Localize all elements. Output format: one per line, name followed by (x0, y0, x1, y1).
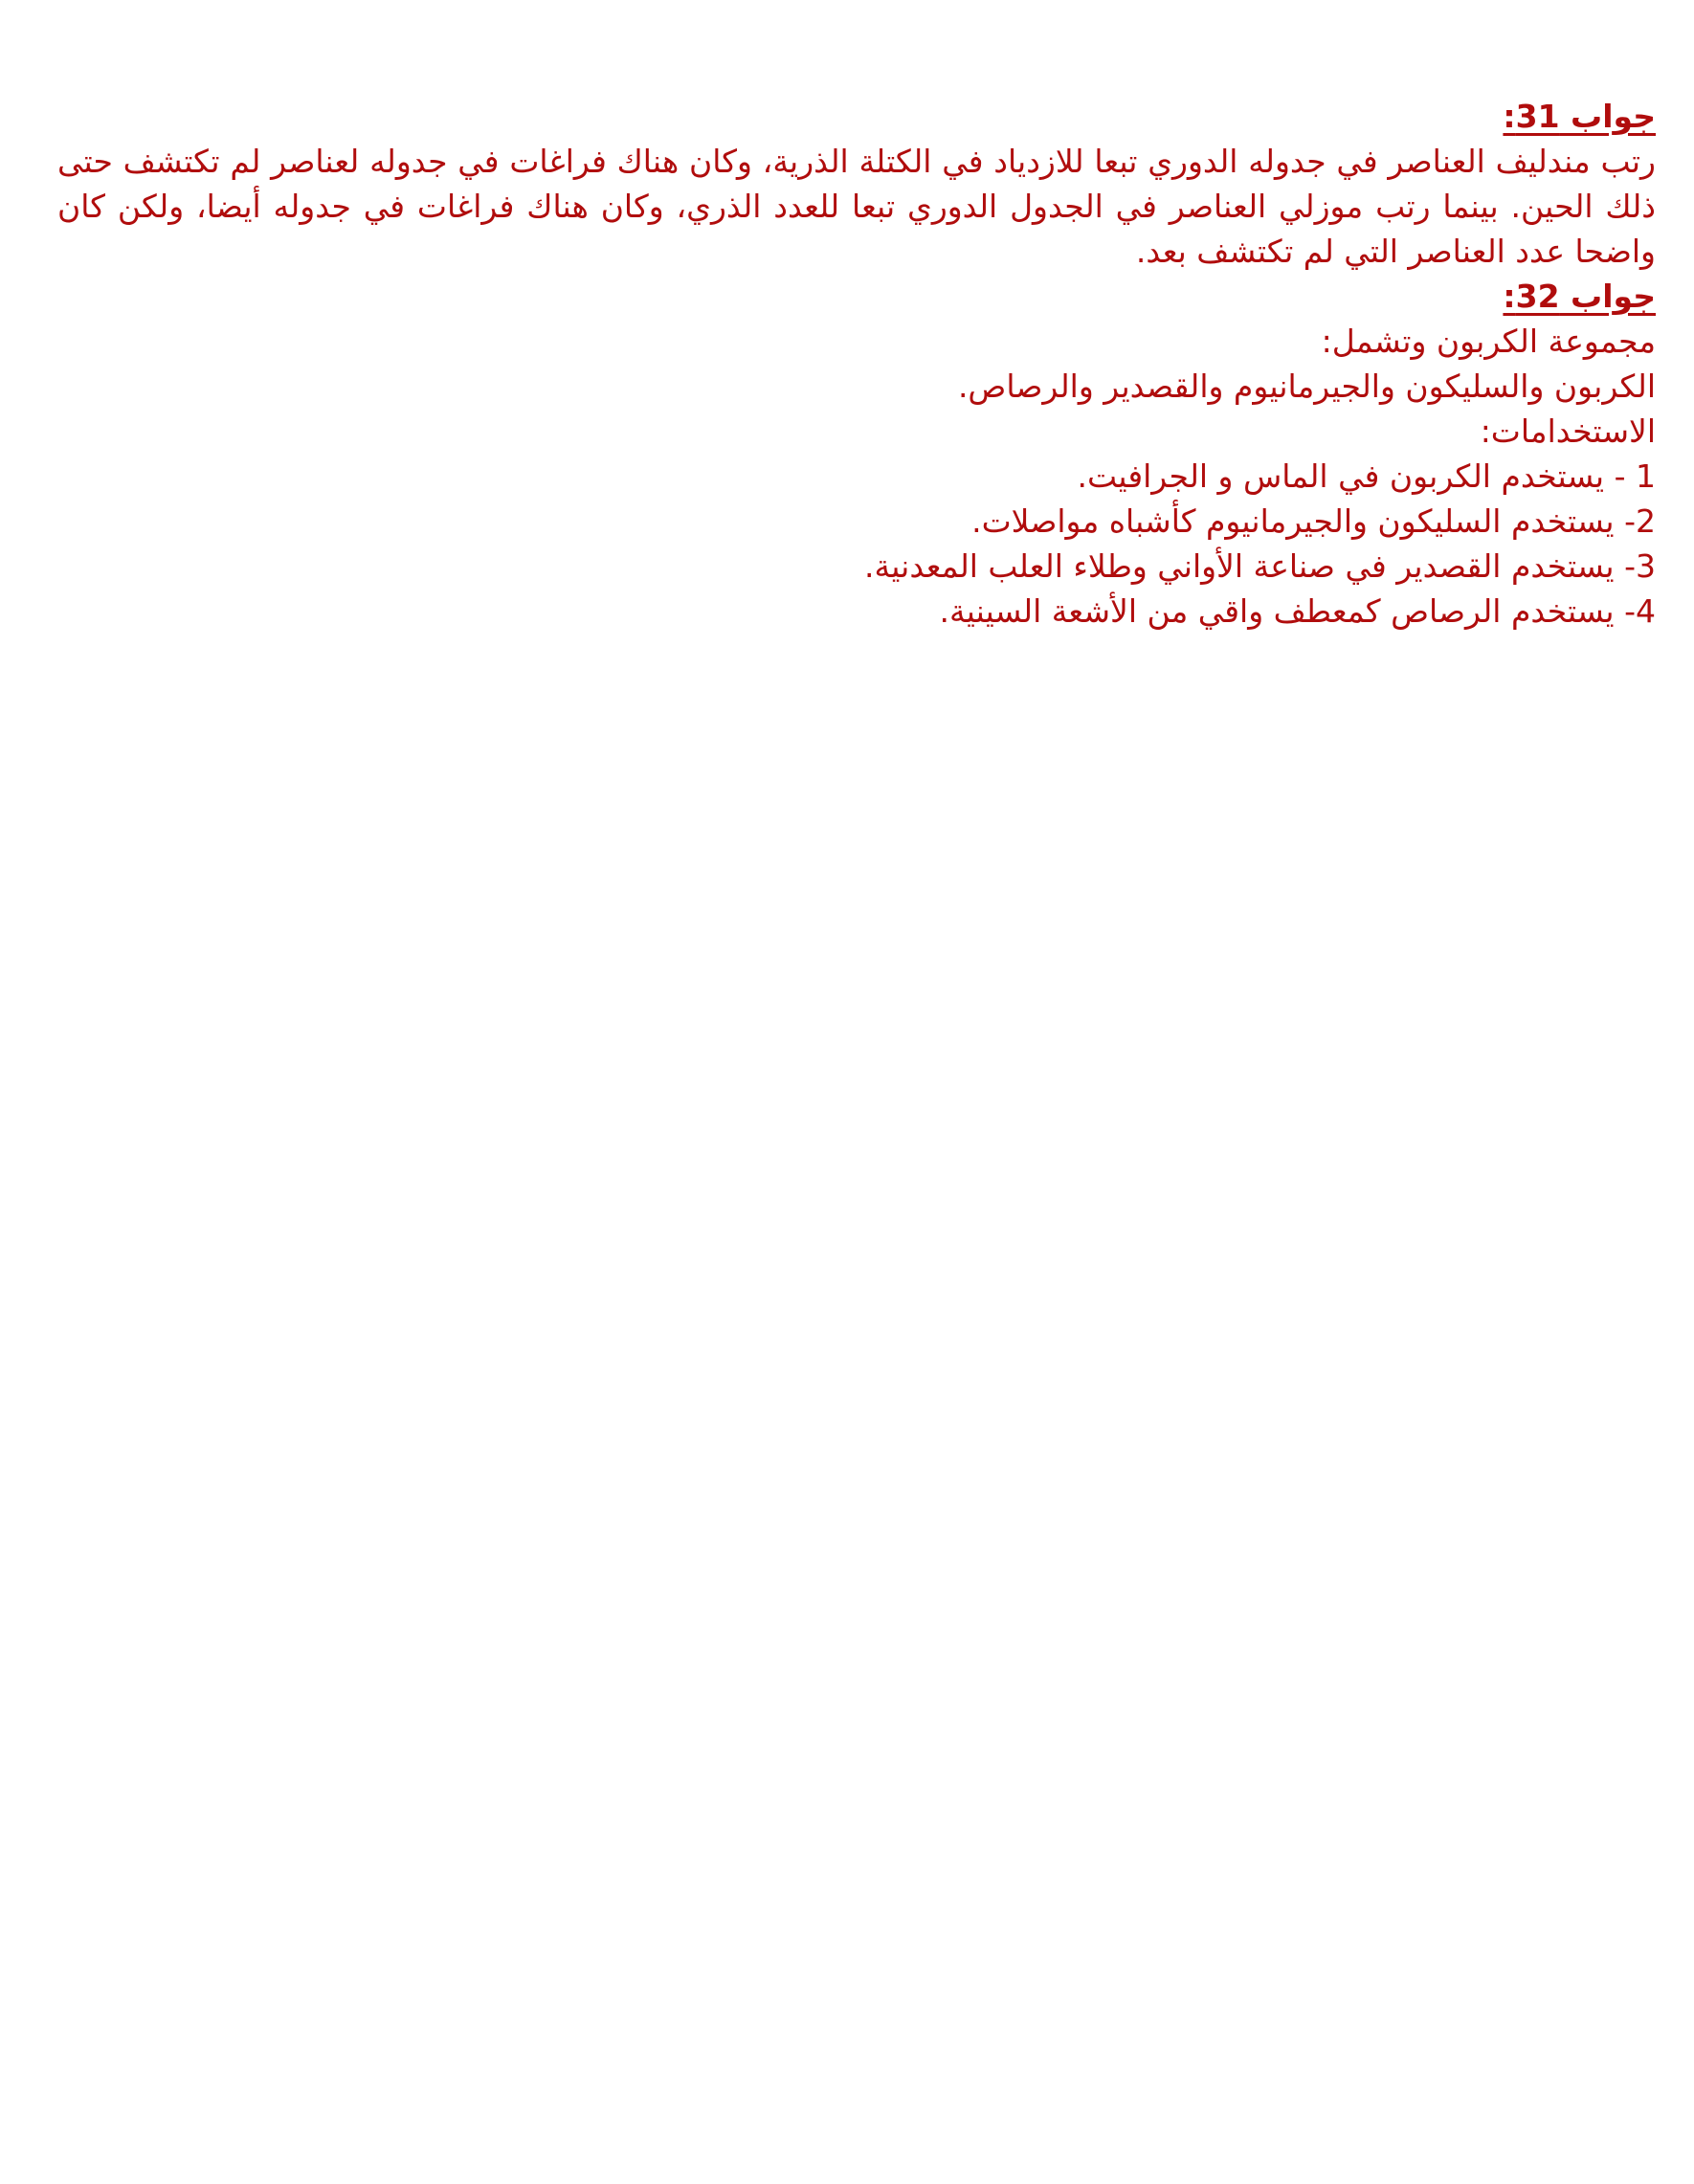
use-item-4: 4- يستخدم الرصاص كمعطف واقي من الأشعة السينية. (939, 592, 1656, 630)
use-item-2: 2- يستخدم السليكون والجيرمانيوم كأشباه مواصلات. (971, 502, 1656, 540)
answer-document (57, 94, 1656, 634)
use-item-1: 1 - يستخدم الكربون في الماس و الجرافيت. (1077, 457, 1656, 495)
answer-32-heading: جواب 32: (1503, 278, 1656, 315)
uses-label: الاستخدامات: (1480, 412, 1656, 450)
use-item-3: 3- يستخدم القصدير في صناعة الأواني وطلاء العلب المعدنية. (864, 547, 1656, 585)
answer-31-heading: جواب 31: (1503, 98, 1656, 135)
answer-31-paragraph: رتب مندليف العناصر في جدوله الدوري تبعا للازدياد في الكتلة الذرية، وكان هناك فراغات في جدوله لعناصر لم تكتشف حتى ذلك الحين. بينما رتب موزلي العناصر في الجدول الدوري تبعا للعدد الذري، وكان هناك فراغات في جدوله أيضا، ولكن كان واضحا عدد العناصر التي لم تكتشف بعد. (57, 143, 1656, 270)
carbon-group-intro: مجموعة الكربون وتشمل: (1321, 323, 1656, 360)
carbon-group-members: الكربون والسليكون والجيرمانيوم والقصدير والرصاص. (957, 368, 1656, 405)
